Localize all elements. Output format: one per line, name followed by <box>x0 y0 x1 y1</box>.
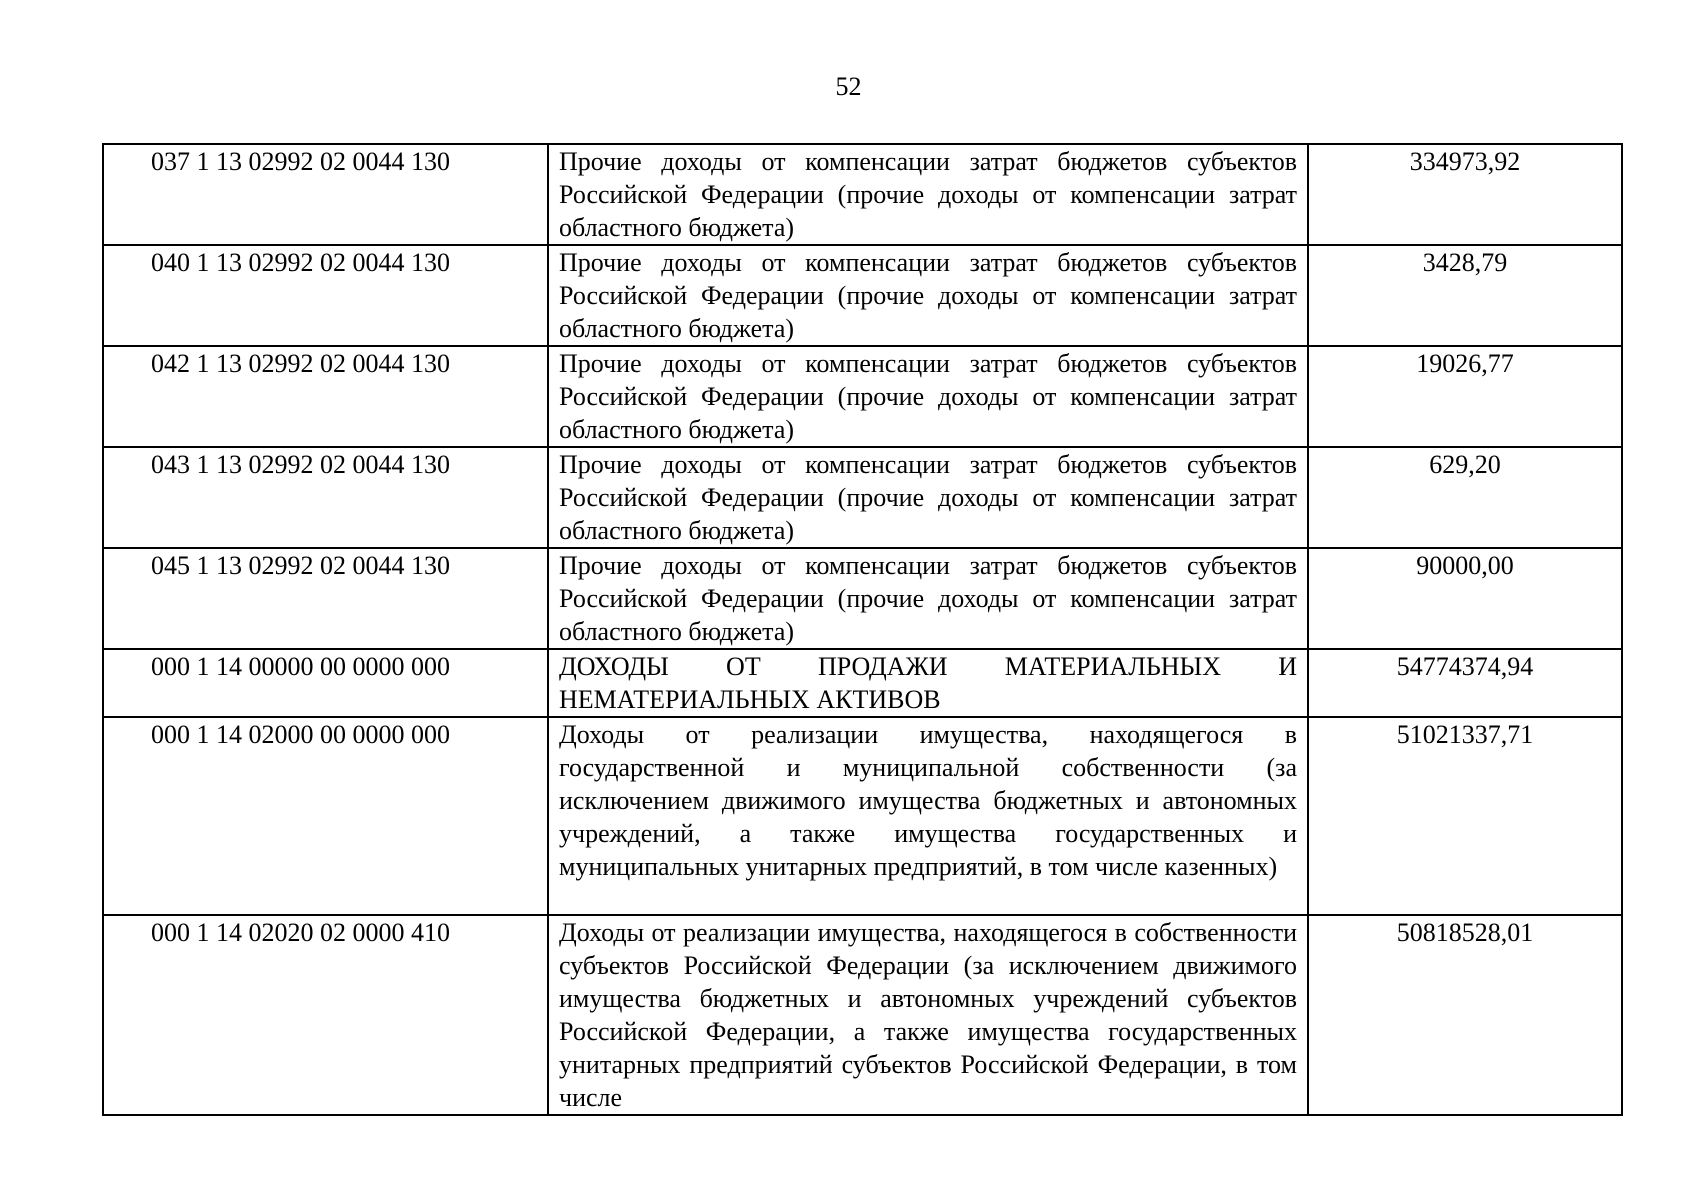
revenue-sum: 3428,79 <box>1308 245 1622 346</box>
table-row <box>103 144 1622 245</box>
revenue-sum: 90000,00 <box>1308 548 1622 649</box>
budget-code: 000 1 14 02020 02 0000 410 <box>103 915 548 1115</box>
page-number: 52 <box>835 72 862 101</box>
revenue-name: Прочие доходы от компенсации затрат бюджетов субъектов Российской Федерации (прочие доходы от компенсации затрат областного бюджета) <box>548 548 1308 649</box>
budget-code: 043 1 13 02992 02 0044 130 <box>103 447 548 548</box>
table-row <box>103 447 1622 548</box>
revenue-sum: 629,20 <box>1308 447 1622 548</box>
revenue-name: Доходы от реализации имущества, находящегося в государственной и муниципальной собственности (за исключением движимого имущества бюджетных и автономных учреждений, а также имущества государственных и муниципальных унитарных предприятий, в том числе казенных) <box>548 717 1308 915</box>
revenue-name: Прочие доходы от компенсации затрат бюджетов субъектов Российской Федерации (прочие доходы от компенсации затрат областного бюджета) <box>548 144 1308 245</box>
revenue-sum: 19026,77 <box>1308 346 1622 447</box>
revenue-name: Прочие доходы от компенсации затрат бюджетов субъектов Российской Федерации (прочие доходы от компенсации затрат областного бюджета) <box>548 447 1308 548</box>
revenue-table <box>102 143 1623 1116</box>
revenue-sum: 50818528,01 <box>1308 915 1622 1115</box>
revenue-name: Прочие доходы от компенсации затрат бюджетов субъектов Российской Федерации (прочие доходы от компенсации затрат областного бюджета) <box>548 245 1308 346</box>
table-row <box>103 346 1622 447</box>
budget-code: 000 1 14 02000 00 0000 000 <box>103 717 548 915</box>
budget-code: 000 1 14 00000 00 0000 000 <box>103 649 548 717</box>
table-row <box>103 649 1622 717</box>
revenue-name: Прочие доходы от компенсации затрат бюджетов субъектов Российской Федерации (прочие доходы от компенсации затрат областного бюджета) <box>548 346 1308 447</box>
revenue-name: ДОХОДЫ ОТ ПРОДАЖИ МАТЕРИАЛЬНЫХ И НЕМАТЕРИАЛЬНЫХ АКТИВОВ <box>548 649 1308 717</box>
table-row <box>103 915 1622 1115</box>
revenue-sum: 334973,92 <box>1308 144 1622 245</box>
revenue-sum: 51021337,71 <box>1308 717 1622 915</box>
table-row <box>103 717 1622 915</box>
revenue-sum: 54774374,94 <box>1308 649 1622 717</box>
budget-code: 045 1 13 02992 02 0044 130 <box>103 548 548 649</box>
table-row <box>103 245 1622 346</box>
budget-code: 037 1 13 02992 02 0044 130 <box>103 144 548 245</box>
budget-code: 040 1 13 02992 02 0044 130 <box>103 245 548 346</box>
revenue-name: Доходы от реализации имущества, находящегося в собственности субъектов Российской Федерации (за исключением движимого имущества бюджетных и автономных учреждений субъектов Российской Федерации, а также имущества государственных унитарных предприятий субъектов Российской Федерации, в том числе <box>548 915 1308 1115</box>
table-row <box>103 548 1622 649</box>
budget-code: 042 1 13 02992 02 0044 130 <box>103 346 548 447</box>
